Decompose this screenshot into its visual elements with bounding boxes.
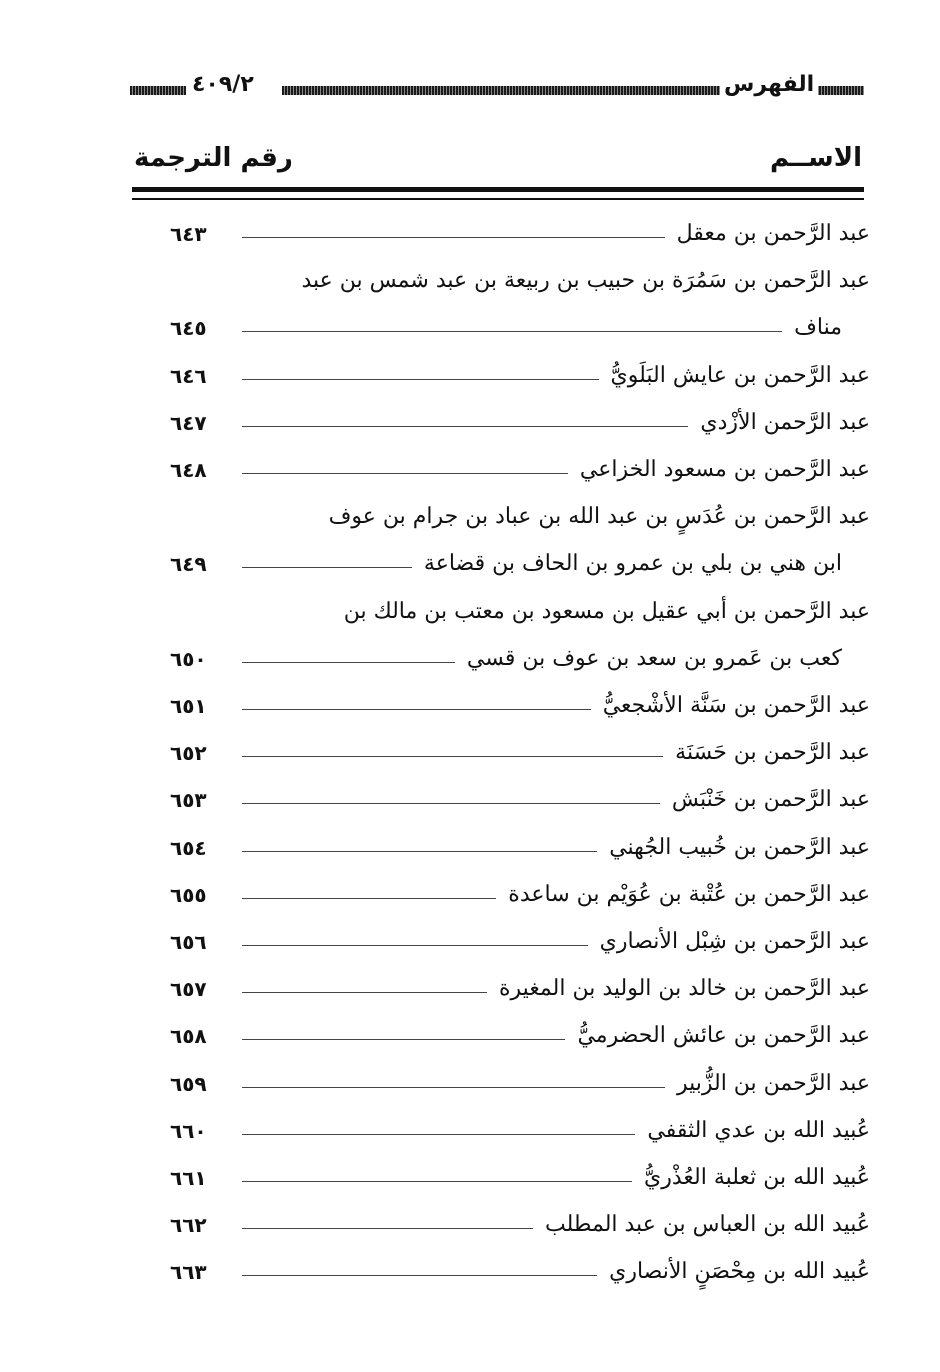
index-entry-line <box>0 403 940 443</box>
number-column-heading: رقم الترجمة <box>134 143 293 173</box>
entry-number: ٦٤٣ <box>170 222 207 246</box>
entry-number: ٦٤٦ <box>170 364 207 388</box>
entry-number: ٦٥٤ <box>170 836 207 860</box>
leader-line <box>242 1134 635 1135</box>
entry-number: ٦٤٥ <box>170 316 207 340</box>
index-entry-line <box>0 686 940 726</box>
index-entry-line <box>0 922 940 962</box>
entry-name: عبد الرَّحمن بن عُتْبة بن عُوَيْم بن ساعدة <box>508 882 870 907</box>
entry-name: عبد الرَّحمن بن حَسَنَة <box>675 740 870 765</box>
index-entry-line <box>0 969 940 1009</box>
entry-name: عُبيد الله بن عدي الثقفي <box>647 1118 870 1143</box>
leader-line <box>242 992 487 993</box>
leader-line <box>242 426 688 427</box>
entry-number: ٦٦١ <box>170 1166 207 1190</box>
entry-name: عبد الرَّحمن بن شِبْل الأنصاري <box>599 929 870 954</box>
index-entry-line <box>0 1016 940 1056</box>
index-entry-line <box>0 544 940 584</box>
index-entry-line <box>0 450 940 490</box>
index-entry-line <box>0 1158 940 1198</box>
entry-name: عبد الرَّحمن بن عائش الحضرميُّ <box>577 1023 870 1048</box>
leader-line <box>242 756 663 757</box>
leader-line <box>242 237 665 238</box>
leader-line <box>242 1228 533 1229</box>
leader-line <box>242 898 496 899</box>
entry-number: ٦٥٩ <box>170 1072 207 1096</box>
entry-number: ٦٥٠ <box>170 647 207 671</box>
entry-name: عبد الرَّحمن بن أبي عقيل بن مسعود بن معتب بن مالك بن <box>343 599 870 624</box>
header-page-ref: ٤٠٩/٢ <box>188 70 258 100</box>
entry-number: ٦٥٨ <box>170 1024 207 1048</box>
entry-number: ٦٥٦ <box>170 930 207 954</box>
header-band-middle <box>282 86 722 95</box>
entry-name: عبد الرَّحمن بن عايش البَلَويُّ <box>610 363 870 388</box>
heading-rule-thin <box>132 198 864 200</box>
entry-number: ٦٥٢ <box>170 741 207 765</box>
entry-name: مناف <box>794 315 842 340</box>
leader-line <box>242 1039 565 1040</box>
entry-name: عبد الرَّحمن بن الزُّبير <box>676 1071 870 1096</box>
leader-line <box>242 851 597 852</box>
index-entry-line <box>0 733 940 773</box>
leader-line <box>242 331 782 332</box>
entry-number: ٦٦٢ <box>170 1213 207 1237</box>
leader-line <box>242 1275 597 1276</box>
entry-name: عُبيد الله بن العباس بن عبد المطلب <box>545 1212 870 1237</box>
entry-name: عبد الرَّحمن بن مسعود الخزاعي <box>579 457 870 482</box>
entry-name: عبد الرَّحمن بن خالد بن الوليد بن المغيرة <box>499 976 870 1001</box>
leader-line <box>242 379 599 380</box>
leader-line <box>242 473 568 474</box>
index-entry-line <box>0 828 940 868</box>
entry-name: عُبيد الله بن ثعلبة العُذْريُّ <box>644 1165 870 1190</box>
index-entry-line <box>0 1252 940 1292</box>
entry-name: عبد الرَّحمن بن سَنَّة الأشْجعيُّ <box>602 693 870 718</box>
index-entry-line <box>0 261 940 301</box>
index-entry-line <box>0 1205 940 1245</box>
entry-number: ٦٤٩ <box>170 552 207 576</box>
entry-name: عبد الرَّحمن بن سَمُرَة بن حبيب بن ربيعة بن عبد شمس بن عبد <box>301 268 870 293</box>
entry-number: ٦٥١ <box>170 694 207 718</box>
name-column-heading: الاســم <box>769 143 862 173</box>
entry-number: ٦٦٣ <box>170 1260 207 1284</box>
entry-name: عُبيد الله بن مِحْصَنٍ الأنصاري <box>609 1259 870 1284</box>
header-section-title: الفهرس <box>720 70 818 100</box>
index-entry-line <box>0 1064 940 1104</box>
entry-number: ٦٥٧ <box>170 977 207 1001</box>
index-entry-line <box>0 308 940 348</box>
index-entry-line <box>0 214 940 254</box>
entry-name: عبد الرَّحمن بن معقل <box>676 221 870 246</box>
index-entry-line <box>0 356 940 396</box>
index-entry-line <box>0 639 940 679</box>
index-entry-line <box>0 1111 940 1151</box>
entry-name: عبد الرَّحمن بن خَنْبَش <box>671 787 870 812</box>
entry-name: ابن هني بن بلي بن عمرو بن الحاف بن قضاعة <box>423 551 842 576</box>
leader-line <box>242 945 588 946</box>
index-entry-line <box>0 780 940 820</box>
entry-number: ٦٥٥ <box>170 883 207 907</box>
leader-line <box>242 709 591 710</box>
leader-line <box>242 1087 665 1088</box>
index-entry-line <box>0 592 940 632</box>
entry-name: عبد الرَّحمن بن خُبيب الجُهني <box>609 835 870 860</box>
index-entry-line <box>0 875 940 915</box>
entry-name: كعب بن عَمرو بن سعد بن عوف بن قسي <box>466 646 842 671</box>
entry-number: ٦٦٠ <box>170 1119 207 1143</box>
entry-number: ٦٥٣ <box>170 788 207 812</box>
entry-number: ٦٤٨ <box>170 458 207 482</box>
heading-rule-thick <box>132 187 864 192</box>
entry-number: ٦٤٧ <box>170 411 207 435</box>
leader-line <box>242 567 412 568</box>
leader-line <box>242 803 660 804</box>
index-entry-line <box>0 497 940 537</box>
leader-line <box>242 662 455 663</box>
entry-name: عبد الرَّحمن بن عُدَسٍ بن عبد الله بن عباد بن جرام بن عوف <box>328 504 870 529</box>
leader-line <box>242 1181 632 1182</box>
entry-name: عبد الرَّحمن الأزْدي <box>700 410 870 435</box>
header-band-left <box>130 86 186 95</box>
